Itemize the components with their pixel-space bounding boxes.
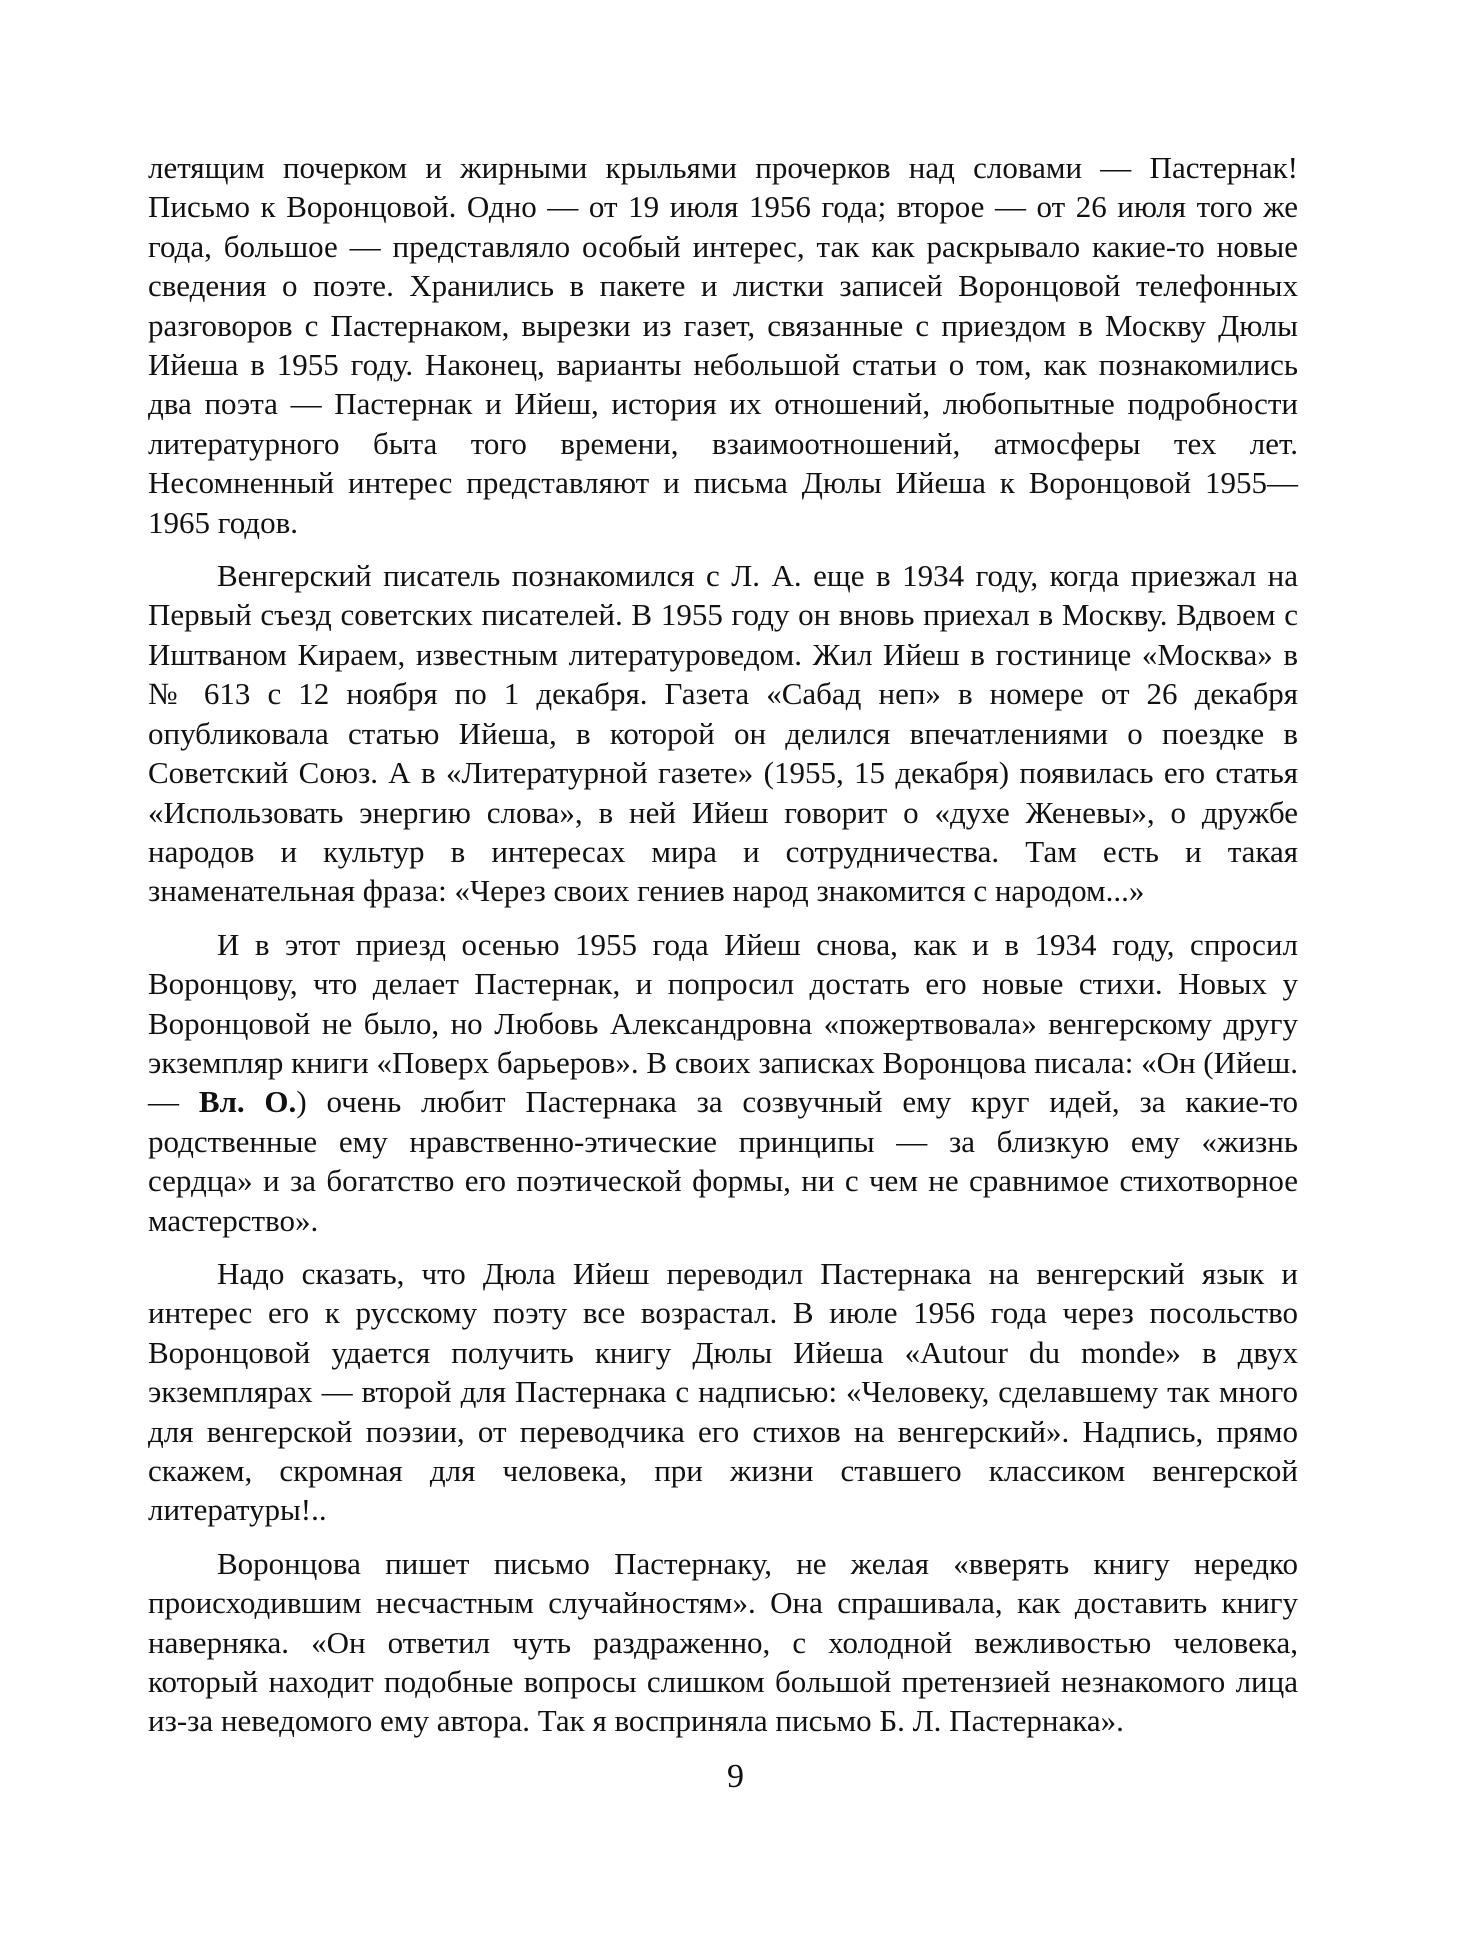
paragraph-3-text-a: И в этот приезд осенью 1955 года Ийеш снова, как и в 1934 году, спросил Воронцову, что делает Пастернак, и попросил достать его новые стихи. Новых у Воронцовой не было, но Любовь Александровна «пожертвовала» венгерскому другу экземпляр книги «Поверх барьеров». В своих записках Воронцова писала: «Он (Ийеш.— [148, 926, 1298, 1120]
paragraph-4: Надо сказать, что Дюла Ийеш переводил Пастернака на венгерский язык и интерес его к русскому поэту все возрастал. В июле 1956 года через посольство Воронцовой удается получить книгу Дюлы Ийеша «Autour du monde» в двух экземплярах — второй для Пастернака с надписью: «Человеку, сделавшему так много для венгерской поэзии, от переводчика его стихов на венгерский». Надпись, прямо скажем, скромная для человека, при жизни ставшего классиком венгерской литературы!.. [148, 1255, 1298, 1528]
page-body [148, 148, 1298, 1755]
paragraph-5: Воронцова пишет письмо Пастернаку, не желая «вверять книгу нередко происходившим несчастным случайностям». Она спрашивала, как доставить книгу наверняка. «Он ответил чуть раздраженно, с холодной вежливостью человека, который находит подобные вопросы слишком большой претензией незнакомого лица из-за неведомого ему автора. Так я восприняла письмо Б. Л. Пастернака». [148, 1545, 1298, 1739]
paragraph-3 [148, 925, 1298, 1240]
paragraph-2: Венгерский писатель познакомился с Л. А. еще в 1934 году, когда приезжал на Первый съезд советских писателей. В 1955 году он вновь приехал в Москву. Вдвоем с Иштваном Кираем, известным литературоведом. Жил Ийеш в гостинице «Москва» в № 613 с 12 ноября по 1 декабря. Газета «Сабад неп» в номере от 26 декабря опубликовала статью Ийеша, в которой он делился впечатлениями о поездке в Советский Союз. А в «Литературной газете» (1955, 15 декабря) появилась его статья «Использовать энергию слова», в ней Ийеш говорит о «духе Женевы», о дружбе народов и культур в интересах мира и сотрудничества. Там есть и такая знаменательная фраза: «Через своих гениев народ знакомится с народом...» [148, 558, 1298, 909]
author-initials: Вл. О. [198, 1084, 297, 1120]
paragraph-3-text-b: ) очень любит Пастернака за созвучный ему круг идей, за какие-то родственные ему нравственно-этические принципы — за близкую ему «жизнь сердца» и за богатство его поэтической формы, ни с чем не сравнимое стихотворное мастерство». [148, 1084, 1299, 1238]
paragraph-1: летящим почерком и жирными крыльями прочерков над словами — Пастернак! Письмо к Воронцовой. Одно — от 19 июля 1956 года; второе — от 26 июля того же года, большое — представляло особый интерес, так как раскрывало какие-то новые сведения о поэте. Хранились в пакете и листки записей Воронцовой телефонных разговоров с Пастернаком, вырезки из газет, связанные с приездом в Москву Дюлы Ийеша в 1955 году. Наконец, варианты небольшой статьи о том, как познакомились два поэта — Пастернак и Ийеш, история их отношений, любопытные подробности литературного быта того времени, взаимоотношений, атмосферы тех лет. Несомненный интерес представляют и письма Дюлы Ийеша к Воронцовой 1955—1965 годов. [148, 150, 1298, 540]
page-number: 9 [727, 1758, 744, 1795]
